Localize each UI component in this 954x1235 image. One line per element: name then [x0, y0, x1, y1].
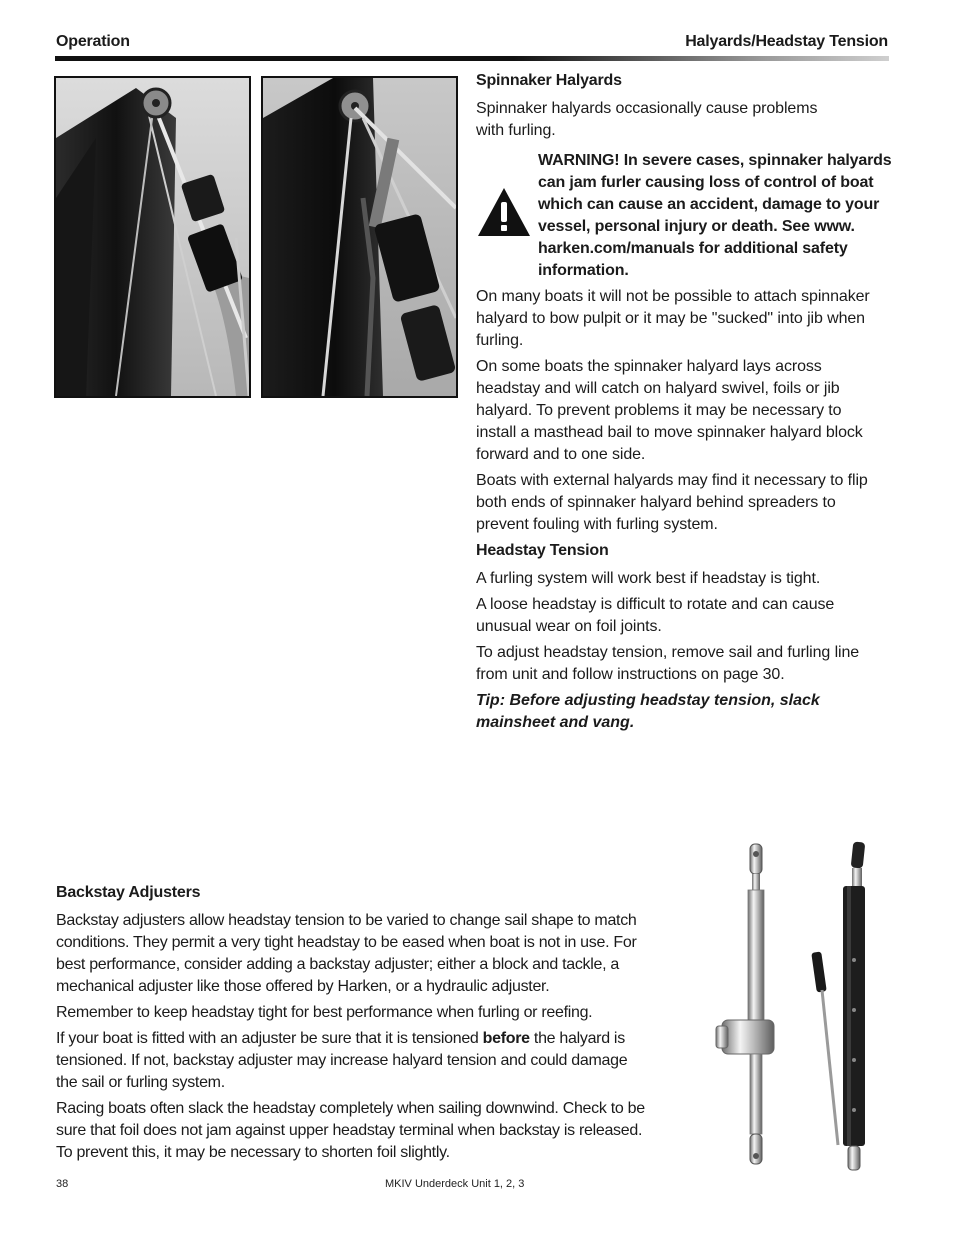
backstay-paragraph-3-lead: If your boat is fitted with an adjuster be sure that it is tensioned [56, 1030, 483, 1047]
spinnaker-intro: Spinnaker halyards occasionally cause problems with furling. [476, 100, 818, 139]
warning-box [476, 150, 906, 282]
backstay-adjusters-heading: Backstay Adjusters [56, 884, 201, 901]
page-topic: Halyards/Headstay Tension [685, 33, 888, 50]
headstay-tension-heading: Headstay Tension [476, 542, 609, 559]
masthead-photo-2 [261, 76, 458, 398]
masthead-photo-1 [54, 76, 251, 398]
backstay-paragraph-3 [56, 1028, 631, 1094]
warning-text: WARNING! In severe cases, spinnaker halyards can jam furler causing loss of control of boat which can cause an accident, damage to your vessel, personal injury or death. See www. harken.com/manuals for additional safety information. [538, 152, 892, 279]
hydraulic-adjuster-icon [811, 841, 865, 1170]
page-number: 38 [56, 1178, 69, 1190]
document-title: MKIV Underdeck Unit 1, 2, 3 [385, 1178, 525, 1190]
spinnaker-halyards-heading: Spinnaker Halyards [476, 72, 622, 89]
backstay-paragraph-3-tail: the halyard is tensioned. If not, backstay adjuster may increase halyard tension and could damage the sail or furling system. [56, 1030, 628, 1091]
headstay-paragraph-2: A loose headstay is difficult to rotate and can cause unusual wear on foil joints. [476, 596, 835, 635]
backstay-adjuster-illustration [712, 840, 902, 1175]
backstay-paragraph-4: Racing boats often slack the headstay completely when sailing downwind. Check to be sure that foil does not jam against upper headstay terminal when backstay is released. To prevent this, it may be necessary to shorten foil slightly. [56, 1100, 645, 1161]
spinnaker-halyards-section [476, 72, 906, 750]
mechanical-adjuster-icon [716, 844, 774, 1164]
header-rule [55, 56, 889, 61]
backstay-adjusters-section [56, 884, 666, 1164]
headstay-paragraph-1: A furling system will work best if headstay is tight. [476, 570, 821, 587]
backstay-paragraph-1: Backstay adjusters allow headstay tension to be varied to change sail shape to match conditions. They permit a very tight headstay to be eased when boat is not in use. For best performance, consider adding a backstay adjuster; either a block and tackle, a mechanical adjuster like those offered by Harken, or a hydraulic adjuster. [56, 912, 637, 995]
backstay-paragraph-3-emphasis: before [482, 1030, 530, 1047]
headstay-tip: Tip: Before adjusting headstay tension, slack mainsheet and vang. [476, 692, 820, 731]
headstay-paragraph-3: To adjust headstay tension, remove sail and furling line from unit and follow instructions on page 30. [476, 644, 860, 683]
section-label: Operation [56, 33, 130, 50]
spinnaker-paragraph-2: On some boats the spinnaker halyard lays across headstay and will catch on halyard swivel, foils or jib halyard. To prevent problems it may be necessary to install a masthead bail to move spinnaker halyard block forward and to one side. [476, 358, 863, 463]
warning-triangle-icon [476, 150, 538, 282]
backstay-paragraph-2: Remember to keep headstay tight for best performance when furling or reefing. [56, 1004, 593, 1021]
spinnaker-paragraph-1: On many boats it will not be possible to attach spinnaker halyard to bow pulpit or it may be "sucked" into jib when furling. [476, 288, 870, 349]
spinnaker-paragraph-3: Boats with external halyards may find it necessary to flip both ends of spinnaker halyard behind spreaders to prevent fouling with furling system. [476, 472, 868, 533]
